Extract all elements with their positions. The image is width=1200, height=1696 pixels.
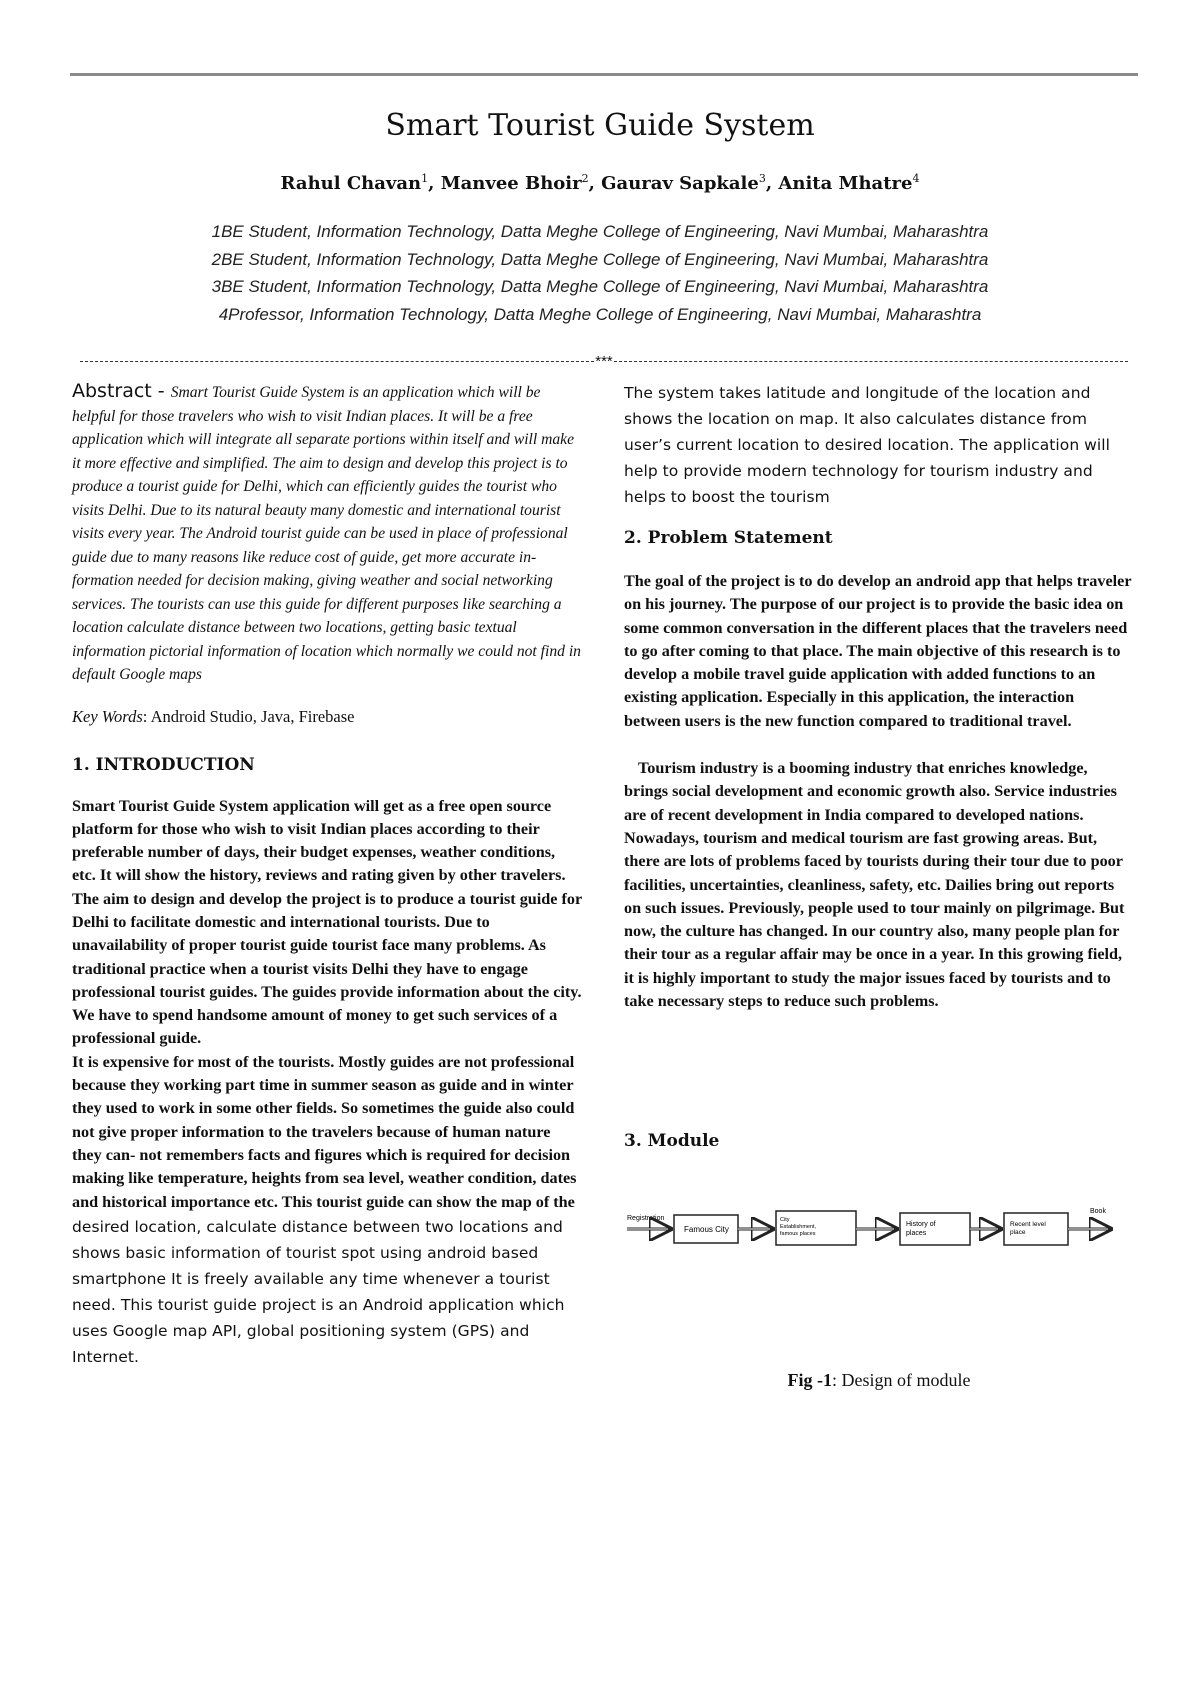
separator-dash: [80, 361, 594, 362]
abstract-heading: Abstract -: [72, 380, 171, 402]
right-column: [624, 380, 1134, 1391]
author-mark: 2: [581, 172, 589, 185]
module-box: [900, 1213, 970, 1245]
separator-dash: [614, 361, 1128, 362]
author-mark: 4: [912, 172, 920, 185]
introduction-paragraph: It is expensive for most of the tourists. Mostly guides are not professional because they working part time in summer season as guide and in winter they used to work in some other fields. So sometimes the guide also could not give proper information to the travelers because of human nature they can- not remembers facts and figures which is required for decision making like temperature, heights from sea level, weather condition, dates and historical importance etc. This tourist guide can show the map of the: [72, 1052, 577, 1211]
left-column: [72, 380, 582, 1370]
figure-caption: [624, 1370, 1134, 1391]
affiliation-line: 1BE Student, Information Technology, Datta Meghe College of Engineering, Navi Mumbai, Maharashtra: [211, 222, 989, 241]
module-box-label-line: places: [906, 1230, 927, 1238]
module-box-label-line: City: [780, 1217, 790, 1224]
problem-paragraph: The goal of the project is to do develop an android app that helps traveler on his journey. The purpose of our project is to provide the basic idea on some common conversation in the different places that the travelers need to go after coming to that place. The main objective of this research is to develop a mobile travel guide application with added functions to an existing application. Especially in this application, the interaction between users is the new function compared to traditional travel.: [624, 572, 1132, 730]
module-box-label: Famous City: [684, 1225, 729, 1235]
introduction-paragraph: Smart Tourist Guide System application will get as a free open source platform for those who wish to visit Indian places according to their preferable number of days, their budget expenses, weather conditions, etc. It will show the history, reviews and rating given by other travelers. The aim to design and develop the project is to produce a tourist guide for Delhi to facilitate domestic and international tourists. Due to unavailability of proper tourist guide tourist face many problems. As traditional practice when a tourist visits Delhi they have to engage professional tourist guides. The guides provide information about the city. We have to spend handsome amount of money to get such services of a professional guide.: [72, 796, 582, 1048]
abstract: [72, 380, 582, 687]
author-name: Manvee Bhoir: [440, 173, 582, 194]
introduction-heading: 1. INTRODUCTION: [72, 754, 255, 775]
diagram-end-label: Book: [1090, 1208, 1106, 1216]
keywords-text: Android Studio, Java, Firebase: [150, 706, 355, 726]
affiliation-line: 2BE Student, Information Technology, Datta Meghe College of Engineering, Navi Mumbai, Maharashtra: [211, 249, 989, 269]
module-box-label-line: History of: [906, 1221, 936, 1229]
figure-label: Fig -1: [787, 1370, 832, 1391]
module-flow-diagram: [624, 1201, 1124, 1261]
author-name: Rahul Chavan: [280, 173, 422, 194]
author-mark: 3: [758, 172, 766, 185]
keywords: [72, 707, 582, 727]
paper-title: Smart Tourist Guide System: [385, 108, 815, 143]
separator-stars: ***: [595, 352, 613, 370]
author-mark: 1: [421, 172, 429, 185]
module-heading: 3. Module: [624, 1131, 720, 1152]
keywords-colon: :: [142, 706, 151, 726]
module-box-label-line: Recent level: [1010, 1221, 1046, 1229]
header-rule: [70, 73, 1138, 76]
introduction-paragraph: desired location, calculate distance between two locations and shows basic information of tourist spot using android based smartphone It is freely available any time whenever a tourist need. This tourist guide project is an Android application which uses Google map API, global positioning system (GPS) and Internet.: [72, 1217, 565, 1366]
affiliations: [0, 218, 1200, 328]
problem-heading: 2. Problem Statement: [624, 528, 833, 548]
introduction-continued: The system takes latitude and longitude of the location and shows the location on map. It also calculates distance from user’s current location to desired location. The application will help to provide modern technology for tourism industry and helps to boost the tourism: [624, 384, 1110, 506]
author-separator: ,: [428, 173, 441, 194]
problem-paragraph: Tourism industry is a booming industry that enriches knowledge, brings social development and economic growth also. Service industries are of recent development in India compared to developed nations. Nowadays, tourism and medical tourism are fast growing areas. But, there are lots of problems faced by tourists during their tour due to poor facilities, uncertainties, cleanliness, safety, etc. Dailies bring out reports on such issues. Previously, people used to tour mainly on pilgrimage. But now, the culture has changed. In our country also, many people plan for their tour as a regular affair may be once in a year. In this growing field, it is highly important to study the major issues faced by tourists and to take necessary steps to reduce such problems.: [624, 759, 1125, 1011]
author-separator: ,: [765, 173, 779, 194]
affiliation-line: 4Professor, Information Technology, Datta Meghe College of Engineering, Navi Mumbai, Maharashtra: [218, 304, 982, 324]
figure-caption-text: : Design of module: [832, 1370, 971, 1391]
author-list: [0, 172, 1200, 194]
author-name: Gaurav Sapkale: [601, 173, 759, 194]
author-separator: ,: [588, 173, 602, 194]
module-box-label-line: Establishment,: [780, 1224, 817, 1231]
keywords-label: Key Words: [72, 706, 143, 726]
author-name: Anita Mhatre: [778, 173, 913, 194]
affiliation-line: 3BE Student, Information Technology, Datta Meghe College of Engineering, Navi Mumbai, Maharashtra: [211, 277, 989, 296]
section-separator: [80, 352, 1128, 370]
abstract-text: Smart Tourist Guide System is an application which will be helpful for those travelers who wish to visit Indian places. It will be a free application which will integrate all separate portions within itself and will make it more effective and simplified. The aim to design and develop this project is to produce a tourist guide for Delhi, which can efficiently guides the tourist who visits Delhi. Due to its natural beauty many domestic and international tourist visits every year. The Android tourist guide can be used in place of professional guide due to many reasons like reduce cost of guide, get more accurate in- formation needed for decision making, giving weather and social networking services. The tourists can use this guide for different purposes like searching a location calculate distance between two locations, getting basic textual information pictorial information of location which normally we could not find in default Google maps: [72, 384, 581, 683]
module-box-label-line: famous places: [780, 1231, 816, 1238]
module-box-label-line: place: [1010, 1229, 1026, 1237]
diagram-start-label: Registration: [627, 1215, 665, 1223]
